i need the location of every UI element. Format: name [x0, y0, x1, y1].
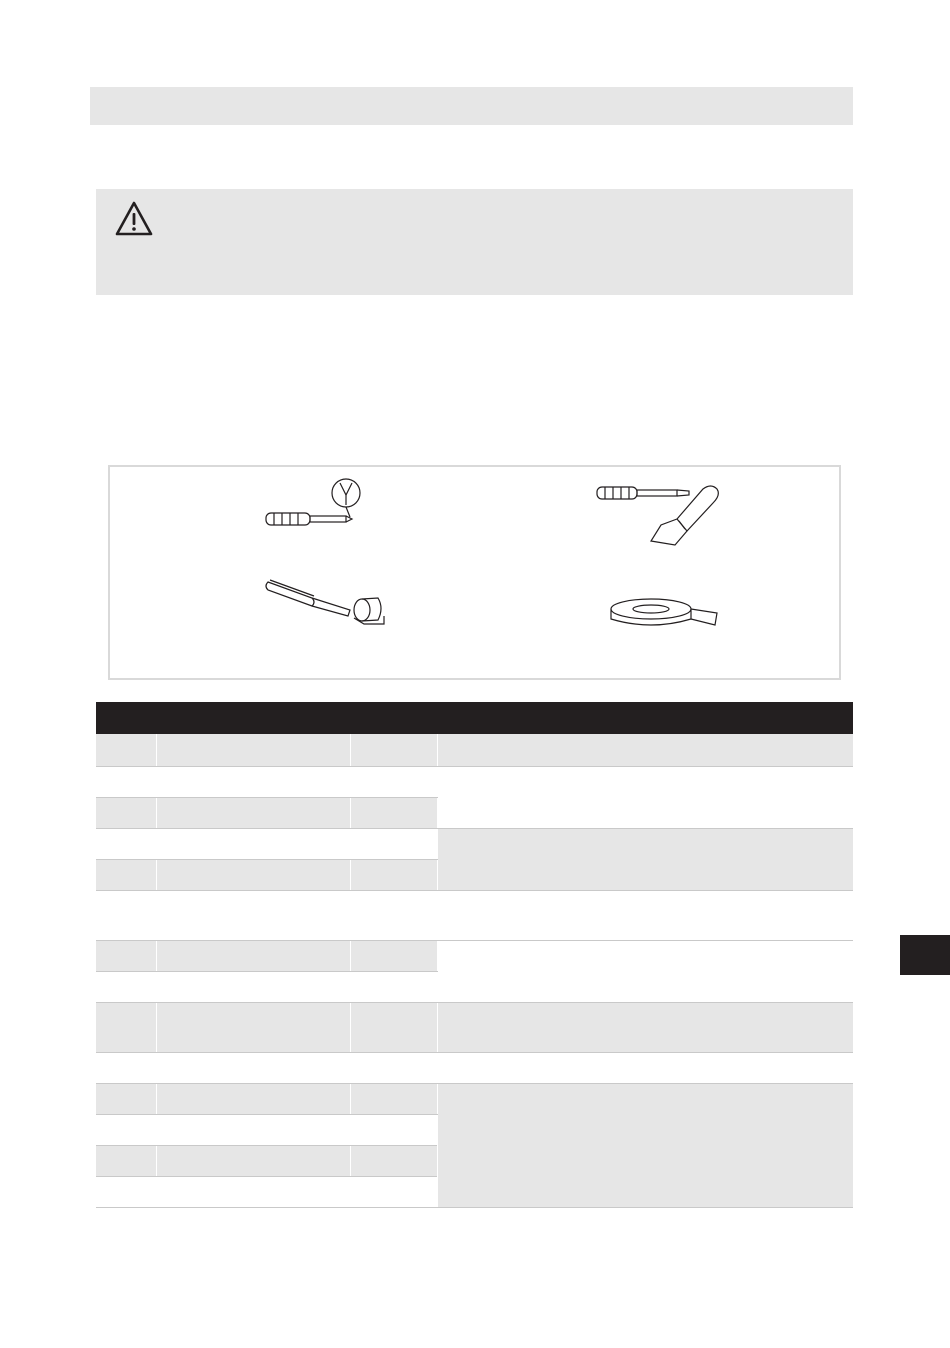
table-cell [350, 1002, 437, 1052]
table-cell [350, 890, 437, 940]
table-cell [437, 1083, 853, 1207]
table-cell [156, 1145, 350, 1176]
tools-illustration-frame [108, 465, 841, 680]
table-cell [96, 1052, 156, 1083]
table-cell [156, 734, 350, 766]
table-cell [96, 797, 156, 828]
table-cell [156, 1176, 350, 1207]
table-cell [437, 940, 853, 1002]
table-row [96, 766, 853, 797]
table-cell [156, 1114, 350, 1145]
table-cell [350, 828, 437, 859]
table-cell [156, 1002, 350, 1052]
warning-triangle-icon [114, 200, 154, 238]
insulating-tape-icon [605, 595, 725, 635]
table-cell [350, 766, 437, 797]
table-row [96, 940, 853, 971]
table-row [96, 890, 853, 940]
table-cell [96, 828, 156, 859]
table-cell [437, 890, 853, 940]
table-cell [350, 859, 437, 890]
table-cell [96, 1083, 156, 1114]
table-cell [156, 1052, 350, 1083]
table-cell [156, 940, 350, 971]
table-cell [96, 1176, 156, 1207]
phillips-screwdriver-icon [260, 475, 370, 531]
table-cell [156, 797, 350, 828]
flat-screwdriver-icon [593, 481, 723, 549]
table-cell [350, 1114, 437, 1145]
table-cell [350, 734, 437, 766]
table-cell [350, 797, 437, 828]
table-cell [437, 734, 853, 766]
table-row [96, 1002, 853, 1052]
table-cell [96, 1002, 156, 1052]
table-header [96, 702, 853, 734]
warning-box [96, 189, 853, 295]
table-row [96, 828, 853, 859]
table-cell [350, 1176, 437, 1207]
table-cell [156, 859, 350, 890]
table-cell [156, 828, 350, 859]
table-cell [96, 734, 156, 766]
table-cell [437, 1052, 853, 1083]
rubber-mallet-icon [260, 572, 400, 632]
table-cell [350, 1145, 437, 1176]
table-row [96, 1083, 853, 1114]
chapter-side-tab [900, 935, 950, 975]
table-cell [96, 859, 156, 890]
spec-table [96, 734, 853, 1208]
table-cell [96, 766, 156, 797]
table-cell [96, 971, 156, 1002]
section-title-bar [90, 87, 853, 125]
table-cell [156, 1083, 350, 1114]
table-row [96, 1052, 853, 1083]
table-cell [350, 940, 437, 971]
table-cell [156, 766, 350, 797]
table-row [96, 734, 853, 766]
table-cell [437, 1002, 853, 1052]
table-cell [156, 890, 350, 940]
table-cell [96, 890, 156, 940]
table-cell [350, 1083, 437, 1114]
table-cell [437, 766, 853, 828]
table-cell [96, 1114, 156, 1145]
table-cell [96, 940, 156, 971]
table-cell [350, 1052, 437, 1083]
table-cell [350, 971, 437, 1002]
table-cell [437, 828, 853, 890]
table-cell [156, 971, 350, 1002]
table-cell [96, 1145, 156, 1176]
